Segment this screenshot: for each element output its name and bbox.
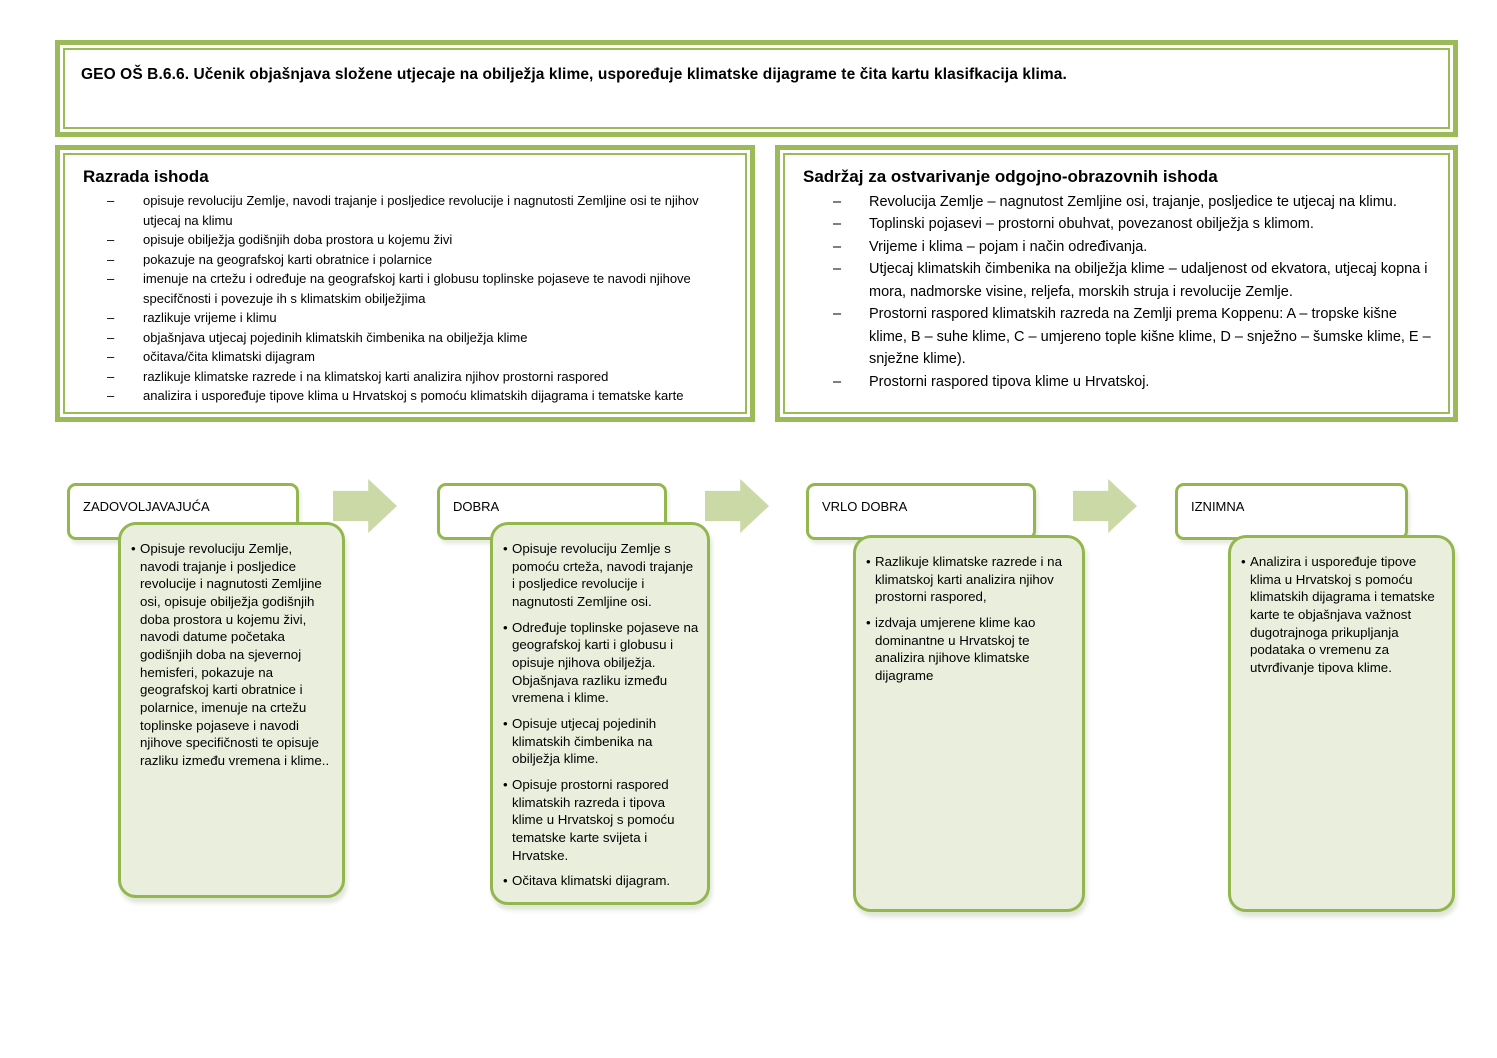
razrada-list [81,191,729,406]
arrow-right-icon [1073,479,1137,533]
page-title: GEO OŠ B.6.6. Učenik objašnjava složene utjecaje na obilježja klime, uspoređuje klimatske dijagrame te čita kartu klasifkacija klima. [81,66,1067,83]
level-points-list [131,540,334,770]
razrada-list-item: – imenuje na crtežu i određuje na geografskoj karti i globusu toplinske pojaseve te navodi njihove specifčnosti i povezuje ih s klimatskim obilježjima [81,269,729,308]
level-point: • Opisuje revoluciju Zemlje, navodi trajanje i posljedice revolucije i nagnutosti Zemljine osi, opisuje obilježja godišnjih doba prostora u kojemu živi, navodi datume početaka godišnjih doba na sjevernoj hemisferi, pokazuje na geografskoj karti obratnice i polarnice, imenuje na crtežu toplinske pojaseve i navodi njihove specifičnosti te opisuje razliku između vremena i klime.. [131,540,334,770]
sadrzaj-list-item: – Vrijeme i klima – pojam i način određivanja. [801,236,1432,258]
sadrzaj-list-item: – Utjecaj klimatskih čimbenika na obilježja klime – udaljenost od ekvatora, utjecaj kopna i mora, nadmorske visine, reljefa, morskih struja i revolucije Zemlje. [801,258,1432,303]
razrada-list-item: – analizira i uspoređuje tipove klima u Hrvatskoj s pomoću klimatskih dijagrama i tematske karte [81,386,729,406]
arrow-right-icon [333,479,397,533]
razrada-list-item: – opisuje obilježja godišnjih doba prostora u kojemu živi [81,230,729,250]
razrada-list-item: – opisuje revoluciju Zemlje, navodi trajanje i posljedice revolucije i nagnutosti Zemljine osi te njihov utjecaj na klimu [81,191,729,230]
level-card-dobra [490,522,710,905]
level-card-iznimna [1228,535,1455,912]
razrada-ishoda-box [55,145,755,422]
level-point: • izdvaja umjerene klime kao dominantne u Hrvatskoj te analizira njihove klimatske dijagrame [866,614,1074,685]
level-point: • Očitava klimatski dijagram. [503,872,699,890]
level-point: • Određuje toplinske pojaseve na geografskoj karti i globusu i opisuje njihova obilježja. Objašnjava razliku između vremena i klime. [503,619,699,707]
razrada-list-item: – razlikuje klimatske razrede i na klimatskoj karti analizira njihov prostorni raspored [81,367,729,387]
sadrzaj-list-item: – Prostorni raspored tipova klime u Hrvatskoj. [801,371,1432,393]
sadrzaj-box [775,145,1458,422]
arrow-right-icon [705,479,769,533]
sadrzaj-list-item: – Prostorni raspored klimatskih razreda na Zemlji prema Koppenu: A – tropske kišne klime, B – suhe klime, C – umjereno tople kišne klime, D – snježno – šumske klime, E – snježne klime). [801,303,1432,370]
outcome-title-inner [63,48,1450,129]
level-label-text: IZNIMNA [1191,499,1245,514]
level-card-zadovoljavajuca [118,522,345,898]
razrada-list-item: – objašnjava utjecaj pojedinih klimatskih čimbenika na obilježja klime [81,328,729,348]
razrada-ishoda-inner [63,153,747,414]
outcome-title-box [55,40,1458,137]
razrada-list-item: – razlikuje vrijeme i klimu [81,308,729,328]
sadrzaj-list-item: – Toplinski pojasevi – prostorni obuhvat, povezanost obilježja s klimom. [801,213,1432,235]
level-point: • Analizira i uspoređuje tipove klima u Hrvatskoj s pomoću klimatskih dijagrama i tematske karte te objašnjava važnost dugotrajnoga prikupljanja podataka o vremenu za utvrđivanje tipova klime. [1241,553,1444,677]
level-label-iznimna [1175,483,1408,540]
level-point: • Opisuje prostorni raspored klimatskih razreda i tipova klime u Hrvatskoj s pomoću tematske karte svijeta i Hrvatske. [503,776,699,864]
razrada-heading: Razrada ishoda [83,167,209,186]
razrada-list-item: – očitava/čita klimatski dijagram [81,347,729,367]
level-points-list [1241,553,1444,677]
sadrzaj-list [801,191,1432,393]
razrada-list-item: – pokazuje na geografskoj karti obratnice i polarnice [81,250,729,270]
level-point: • Razlikuje klimatske razrede i na klimatskoj karti analizira njihov prostorni raspored, [866,553,1074,606]
level-label-vrlo-dobra [806,483,1036,540]
sadrzaj-heading: Sadržaj za ostvarivanje odgojno-obrazovnih ishoda [803,167,1218,186]
level-label-text: ZADOVOLJAVAJUĆA [83,499,210,514]
level-points-list [503,540,699,890]
sadrzaj-list-item: – Revolucija Zemlje – nagnutost Zemljine osi, trajanje, posljedice te utjecaj na klimu. [801,191,1432,213]
level-point: • Opisuje revoluciju Zemlje s pomoću crteža, navodi trajanje i posljedice revolucije i nagnutosti Zemljine osi. [503,540,699,611]
level-label-text: VRLO DOBRA [822,499,908,514]
level-points-list [866,553,1074,685]
level-card-vrlo-dobra [853,535,1085,912]
level-point: • Opisuje utjecaj pojedinih klimatskih čimbenika na obilježja klime. [503,715,699,768]
sadrzaj-inner [783,153,1450,414]
level-label-text: DOBRA [453,499,500,514]
